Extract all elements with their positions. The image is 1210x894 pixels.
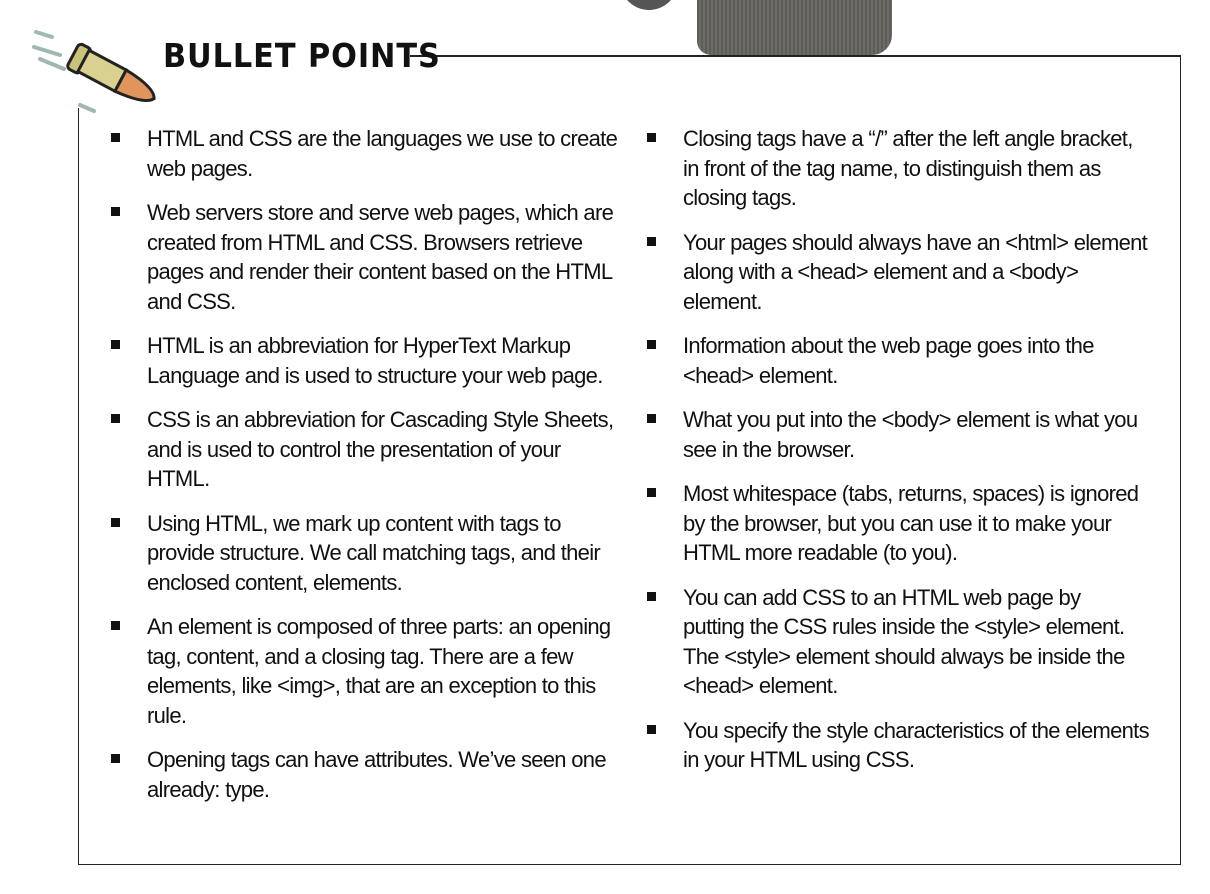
- left-bullet-column: [107, 124, 617, 819]
- bullet-item: [643, 716, 1149, 775]
- bullet-text-line: already: type.: [147, 776, 270, 802]
- bullet-text-line: by the browser, but you can use it to make your: [683, 510, 1112, 536]
- bullet-text-line: Opening tags can have attributes. We’ve seen one: [147, 747, 606, 772]
- bullet-text-line: Closing tags have a “/” after the left angle bracket,: [683, 126, 1133, 151]
- bullet-text-line: HTML more readable (to you).: [683, 540, 958, 565]
- bullet-text-line: HTML and CSS are the languages we use to create: [147, 126, 618, 151]
- bullet-icon: [30, 25, 165, 115]
- square-bullet-icon: [111, 340, 120, 349]
- bullet-text-line: An element is composed of three parts: an opening: [147, 614, 611, 639]
- bullet-text-line: provide structure. We call matching tags, and their: [147, 540, 601, 565]
- bullet-text-line: in your HTML using CSS.: [683, 747, 915, 772]
- bullet-item: [643, 583, 1149, 701]
- bullet-text-line: <head> element.: [683, 362, 838, 388]
- bullet-text-line: see in the browser.: [683, 436, 855, 462]
- bullet-text-line: What you put into the <body> element is what you: [683, 407, 1138, 432]
- bullet-text-line: and is used to control the presentation of your: [147, 436, 561, 462]
- bullet-text-line: You specify the style characteristics of the elements: [683, 717, 1149, 743]
- square-bullet-icon: [111, 754, 120, 763]
- bullet-item: [643, 479, 1149, 568]
- square-bullet-icon: [647, 133, 656, 142]
- sweater-image-arm: [620, 0, 678, 10]
- page-title: BULLET POINTS: [163, 36, 441, 75]
- bullet-text-line: enclosed content, elements.: [147, 569, 403, 595]
- bullet-text-line: Your pages should always have an <html> element: [683, 229, 1148, 255]
- sweater-image: [697, 0, 892, 55]
- box-border-bottom: [78, 864, 1181, 865]
- bullet-item: [107, 405, 617, 494]
- bullet-text-line: Information about the web page goes into the: [683, 333, 1094, 358]
- bullet-text-line: The <style> element should always be inside the: [683, 643, 1125, 669]
- square-bullet-icon: [647, 414, 656, 423]
- bullet-item: [643, 228, 1149, 317]
- bullet-text-line: created from HTML and CSS. Browsers retrieve: [147, 229, 583, 255]
- square-bullet-icon: [647, 488, 656, 497]
- bullet-item: [107, 198, 617, 316]
- bullet-text-line: in front of the tag name, to distinguish them as: [683, 155, 1101, 181]
- square-bullet-icon: [647, 340, 656, 349]
- bullet-text-line: along with a <head> element and a <body>: [683, 259, 1079, 284]
- bullet-text-line: You can add CSS to an HTML web page by: [683, 584, 1081, 610]
- bullet-text-line: <head> element.: [683, 673, 838, 698]
- bullet-text-line: closing tags.: [683, 185, 797, 210]
- bullet-item: [107, 509, 617, 598]
- bullet-text-line: tag, content, and a closing tag. There are a few: [147, 643, 573, 669]
- square-bullet-icon: [111, 207, 120, 216]
- bullet-text-line: Most whitespace (tabs, returns, spaces) is ignored: [683, 481, 1139, 506]
- square-bullet-icon: [111, 133, 120, 142]
- bullet-text-line: Using HTML, we mark up content with tags to: [147, 510, 561, 536]
- square-bullet-icon: [647, 592, 656, 601]
- bullet-text-line: Web servers store and serve web pages, which are: [147, 200, 614, 225]
- bullet-text-line: putting the CSS rules inside the <style> element.: [683, 614, 1125, 639]
- bullet-text-line: web pages.: [147, 155, 253, 181]
- bullet-text-line: element.: [683, 288, 762, 314]
- bullet-text-line: elements, like <img>, that are an exception to this: [147, 673, 596, 698]
- bullet-text-line: HTML is an abbreviation for HyperText Markup: [147, 333, 571, 358]
- bullet-text-line: rule.: [147, 702, 187, 728]
- bullet-item: [107, 745, 617, 804]
- square-bullet-icon: [111, 414, 120, 423]
- square-bullet-icon: [647, 725, 656, 734]
- bullet-item: [107, 331, 617, 390]
- bullet-item: [643, 124, 1149, 213]
- bullet-item: [643, 331, 1149, 390]
- right-bullet-column: [643, 124, 1149, 790]
- square-bullet-icon: [111, 518, 120, 527]
- bullet-text-line: pages and render their content based on the HTML: [147, 259, 613, 284]
- bullet-text-line: and CSS.: [147, 288, 236, 314]
- bullet-text-line: CSS is an abbreviation for Cascading Style Sheets,: [147, 407, 614, 432]
- bullet-item: [107, 124, 617, 183]
- bullet-text-line: HTML.: [147, 466, 210, 491]
- bullet-item: [107, 612, 617, 730]
- square-bullet-icon: [111, 621, 120, 630]
- bullet-item: [643, 405, 1149, 464]
- square-bullet-icon: [647, 237, 656, 246]
- bullet-text-line: Language and is used to structure your web page.: [147, 362, 603, 388]
